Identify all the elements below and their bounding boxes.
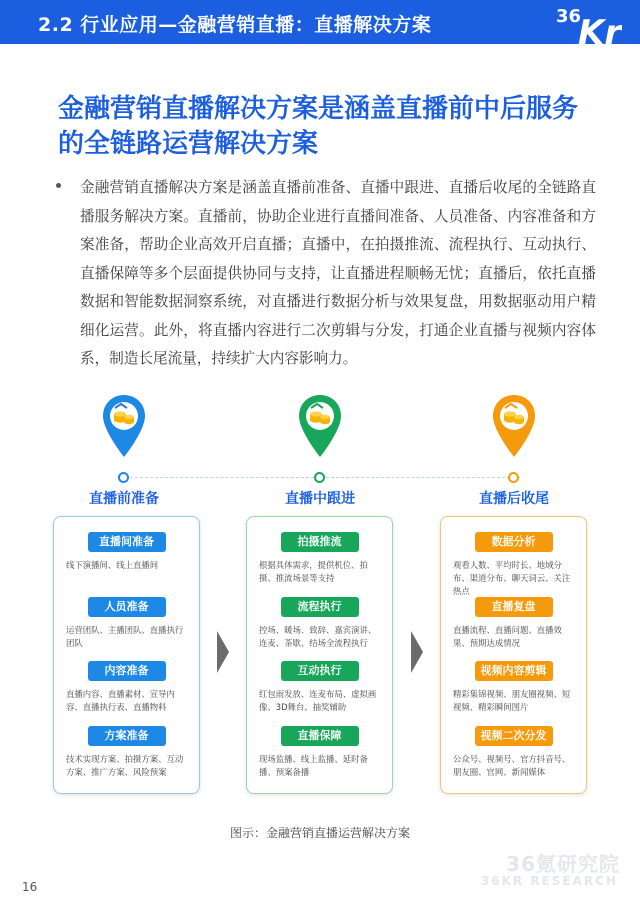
stage-1-title: 直播前准备: [89, 491, 159, 507]
section-text: 精彩集锦视频、朋友圈视频、短视频、精彩瞬间图片: [453, 689, 571, 712]
timeline-dot-1: [118, 472, 129, 483]
figure-caption: 图示：金融营销直播运营解决方案: [229, 826, 410, 840]
section-label: 视频内容剪辑: [475, 661, 553, 681]
logo-36kr-icon: [552, 0, 622, 44]
headline-line-2: 的全链路运营解决方案: [58, 129, 319, 159]
arrow-right-icon: [216, 630, 230, 674]
section-label: 拍摄推流: [281, 532, 359, 552]
stage-3-pin-icon: [491, 393, 537, 461]
header-bar: [0, 0, 640, 44]
section-text: 直播内容、直播素材、宣导内容、直播执行表、直播物料: [66, 689, 175, 712]
timeline-dot-2: [314, 472, 325, 483]
section-text: 运营团队、主播团队、直播执行团队: [66, 625, 184, 648]
section-text: 公众号、视频号、官方抖音号、朋友圈、官网、新闻媒体: [453, 754, 571, 777]
section-text: 观看人数、平均时长、地域分布、渠道分布、聊天词云、关注热点: [453, 560, 571, 596]
stage-1-pin-icon: [101, 393, 147, 461]
brand-logo: [552, 0, 622, 44]
section-text: 控场、暖场、致辞、嘉宾演讲、连麦、茶歇、结场全流程执行: [259, 625, 377, 648]
section-label: 数据分析: [475, 532, 553, 552]
section-label: 互动执行: [281, 661, 359, 681]
stage-2-pin-icon: [297, 393, 343, 461]
headline-line-1: 金融营销直播解决方案是涵盖直播前中后服务: [58, 94, 579, 124]
section-text: 红包雨发放、连麦布局、虚拟画像、3D舞台、抽奖辅助: [259, 689, 377, 712]
stage-1-panel: [53, 516, 200, 794]
body-paragraph: 金融营销直播解决方案是涵盖直播前准备、直播中跟进、直播后收尾的全链路直播服务解决方案。直播前，协助企业进行直播间准备、人员准备、内容准备和方案准备，帮助企业高效开启直播；直播中，在拍摄推流、流程执行、互动执行、直播保障等多个层面提供协同与支持，让直播进程顺畅无忧；直播后，依托直播数据和智能数据洞察系统，对直播进行数据分析与效果复盘，用数据驱动用户精细化运营。此外，将直播内容进行二次剪辑与分发，打通企业直播与视频内容体系，制造长尾流量，持续扩大内容影响力。: [80, 179, 596, 367]
stage-3-title: 直播后收尾: [479, 491, 549, 507]
arrow-right-icon: [410, 630, 424, 674]
stage-3-panel: [440, 516, 587, 794]
section-text: 现场监播、线上监播、延时备播、预案备播: [259, 754, 368, 777]
page-number: 16: [22, 880, 38, 894]
stage-2-title: 直播中跟进: [285, 491, 355, 507]
timeline-dot-3: [508, 472, 519, 483]
section-label: 直播复盘: [475, 597, 553, 617]
bullet-icon: [56, 183, 61, 188]
section-label: 人员准备: [88, 597, 166, 617]
watermark-cn: 36氪研究院: [506, 852, 620, 876]
section-label: 方案准备: [88, 726, 166, 746]
section-text: 直播流程、直播问题、直播效果、预期达成情况: [453, 625, 562, 648]
section-label: 直播间准备: [88, 532, 166, 552]
section-label: 流程执行: [281, 597, 359, 617]
stage-2-panel: [246, 516, 393, 794]
headline: [58, 92, 598, 162]
section-label: 视频二次分发: [475, 726, 553, 746]
section-label: 内容准备: [88, 661, 166, 681]
section-text: 根据具体需求，提供机位、拍摄、推流场景等支持: [259, 560, 368, 583]
watermark-en: 36KR RESEARCH: [480, 874, 618, 888]
section-text: 技术实现方案、拍摄方案、互动方案、推广方案、风险预案: [66, 754, 184, 777]
section-label: 直播保障: [281, 726, 359, 746]
section-text: 线下演播间、线上直播间: [66, 560, 159, 570]
svg-text:Kr: Kr: [578, 13, 622, 44]
section-title: 2.2 行业应用—金融营销直播：直播解决方案: [38, 14, 432, 36]
svg-text:36: 36: [556, 6, 582, 27]
